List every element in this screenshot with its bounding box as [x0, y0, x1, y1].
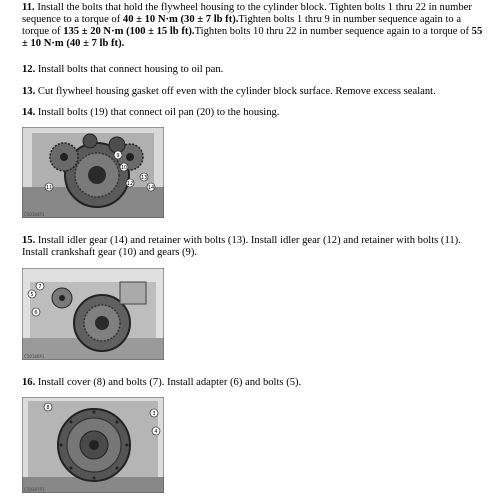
- step-number: 16.: [22, 377, 36, 388]
- callout-label: 7: [38, 283, 42, 290]
- figure-gear-train-2: [22, 268, 164, 360]
- step-text: Tighten bolts 10 thru 22 in number sequence again to a torque of: [194, 26, 472, 37]
- step-13: [22, 86, 486, 98]
- torque-spec: 40 ± 10 N·m (30 ± 7 lb ft).: [122, 14, 239, 25]
- step-text: Install idler gear (14) and retainer with bolts (13). Install idler gear (12) and retainer with bolts (11). Install crankshaft gear (10) and gears (9).: [22, 235, 461, 258]
- callout-label: 8: [46, 404, 50, 411]
- step-text: Install bolts (19) that connect oil pan (20) to the housing.: [35, 107, 280, 118]
- step-number: 13.: [22, 86, 36, 97]
- figure-caption: C50186P1: [24, 354, 45, 359]
- callout-label: 3: [152, 410, 156, 417]
- step-16: [22, 377, 486, 389]
- callout-label: 5: [30, 291, 34, 298]
- step-12: [22, 64, 486, 76]
- step-number: 11.: [22, 2, 35, 13]
- step-number: 14.: [22, 107, 36, 118]
- step-number: 12.: [22, 64, 36, 75]
- torque-spec: 135 ± 20 N·m (100 ± 15 lb ft).: [63, 26, 195, 37]
- step-14: [22, 107, 486, 119]
- step-text: Tighten bolts 1 thru 9 in number sequence again to a torque of: [22, 14, 462, 37]
- step-15: [22, 235, 486, 259]
- callout-label: 6: [34, 309, 38, 316]
- step-text: Cut flywheel housing gasket off even with the cylinder block surface. Remove excess sealant.: [35, 86, 436, 97]
- step-11: [22, 2, 486, 50]
- engine-photo: [22, 397, 164, 493]
- callout-label: 4: [154, 428, 158, 435]
- torque-spec: 55 ± 10 N·m (40 ± 7 lb ft).: [22, 26, 483, 49]
- engine-photo: [22, 127, 164, 218]
- step-text: Install the bolts that hold the flywheel housing to the cylinder block. Tighten bolts 1 thru 22 in number sequence to a torque of: [22, 2, 472, 25]
- step-text: Install bolts that connect housing to oil pan.: [35, 64, 224, 75]
- figure-front-cover: [22, 397, 164, 493]
- figure-gear-train-1: [22, 127, 164, 218]
- callout-label: 12: [126, 180, 134, 187]
- callout-label: 10: [120, 164, 128, 171]
- callout-label: 13: [140, 174, 148, 181]
- callout-label: 14: [147, 184, 155, 191]
- engine-photo: [22, 268, 164, 360]
- callout-label: 11: [45, 184, 53, 191]
- callout-label: 9: [116, 152, 120, 159]
- figure-caption: C50187P1: [24, 487, 45, 492]
- step-number: 15.: [22, 235, 36, 246]
- step-text: Install cover (8) and bolts (7). Install adapter (6) and bolts (5).: [35, 377, 302, 388]
- figure-caption: C50184P1: [24, 212, 45, 217]
